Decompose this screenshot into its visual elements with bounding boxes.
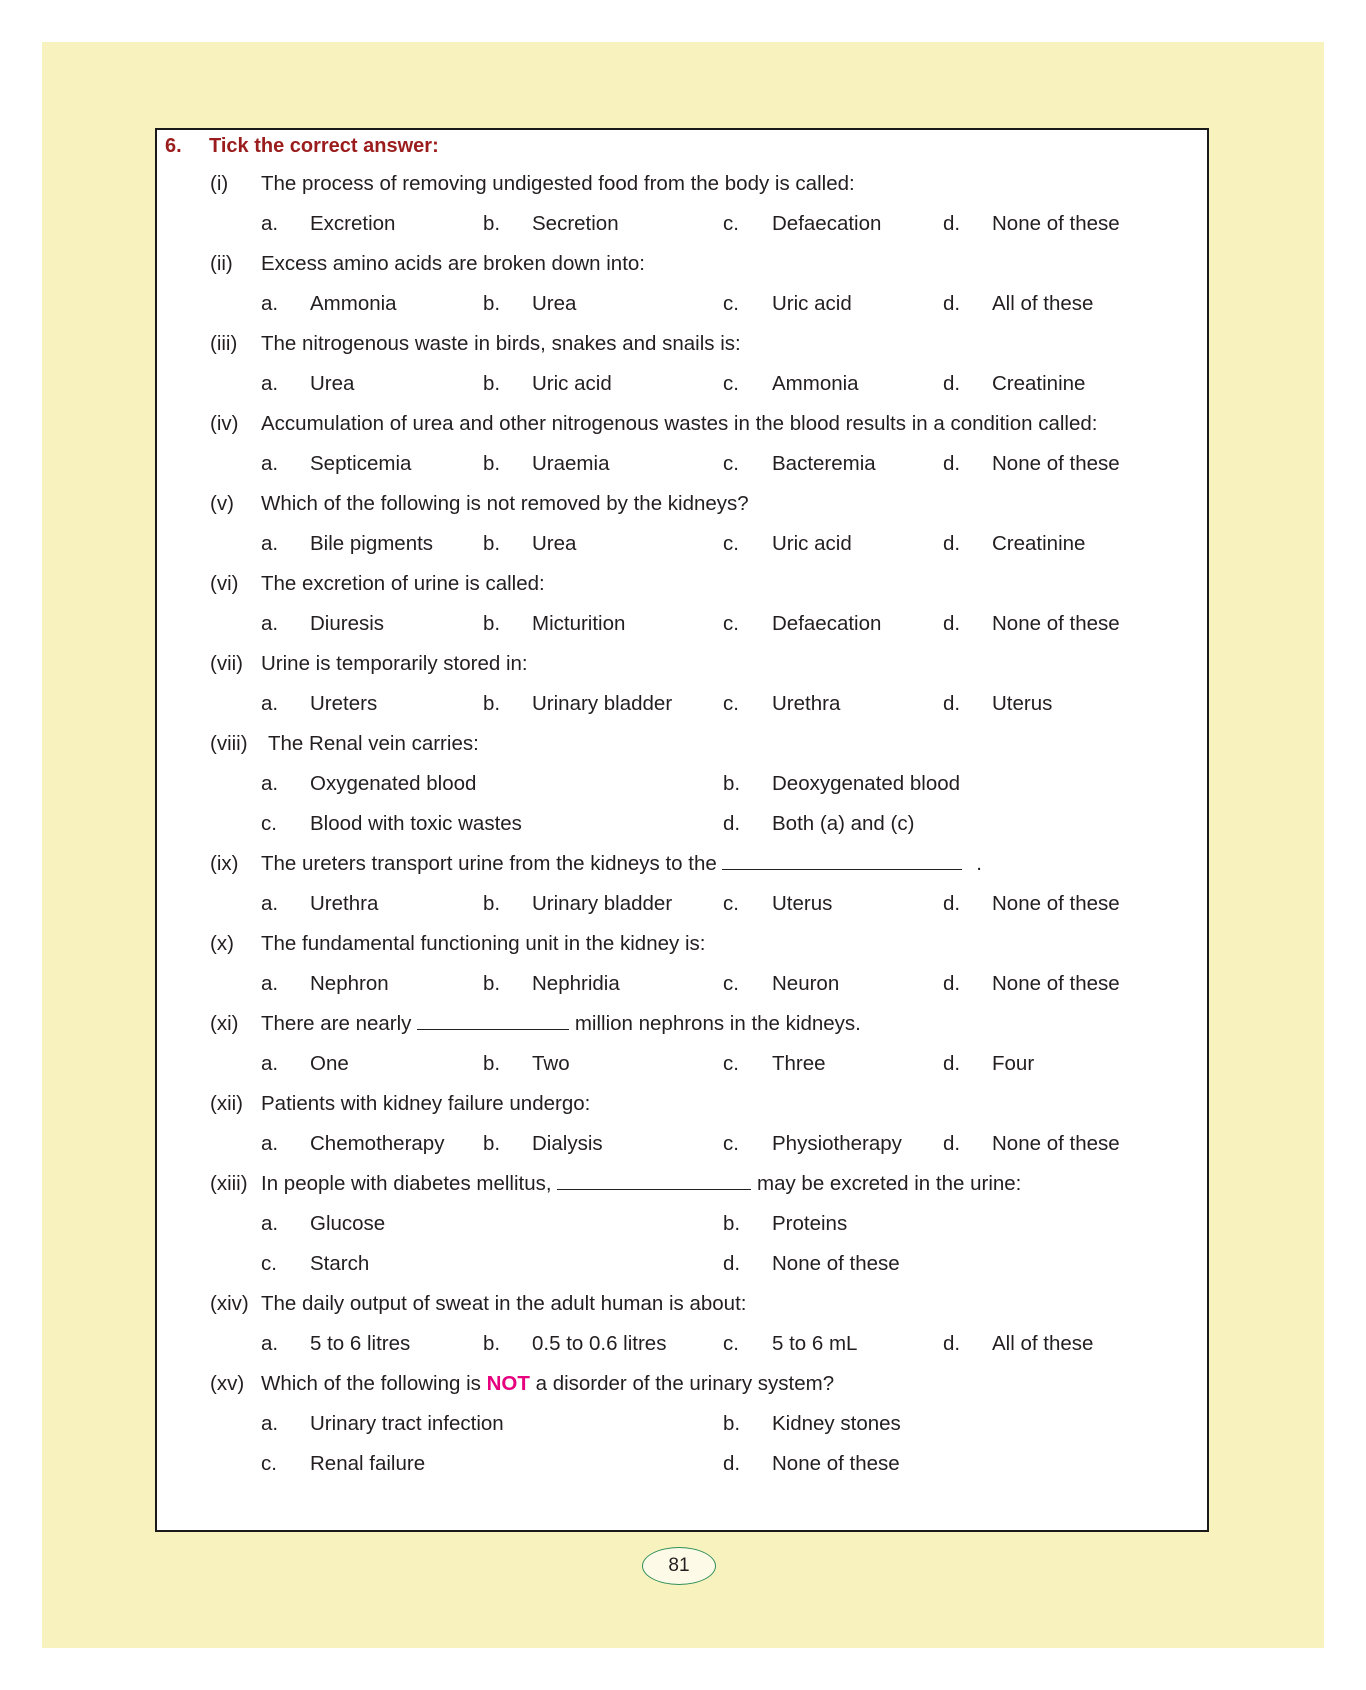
option-label: b. bbox=[723, 1412, 741, 1435]
option-text[interactable]: Urea bbox=[532, 532, 577, 555]
option-text[interactable]: Proteins bbox=[772, 1212, 848, 1235]
option-text[interactable]: Uric acid bbox=[772, 532, 852, 555]
question-text-before: Which of the following is bbox=[261, 1372, 481, 1395]
question-number: (xv) bbox=[210, 1372, 245, 1395]
option-text[interactable]: Urinary bladder bbox=[532, 692, 673, 715]
option-label: a. bbox=[261, 372, 279, 395]
option-label: c. bbox=[723, 532, 739, 555]
option-text[interactable]: Dialysis bbox=[532, 1132, 603, 1155]
option-text[interactable]: All of these bbox=[992, 1332, 1094, 1355]
option-text[interactable]: Four bbox=[992, 1052, 1035, 1075]
option-text[interactable]: Ammonia bbox=[310, 292, 397, 315]
option-label: a. bbox=[261, 532, 279, 555]
option-text[interactable]: Physiotherapy bbox=[772, 1132, 902, 1155]
answer-blank[interactable] bbox=[722, 851, 962, 870]
option-label: a. bbox=[261, 1052, 279, 1075]
option-text[interactable]: Starch bbox=[310, 1252, 370, 1275]
option-label: c. bbox=[723, 452, 739, 475]
option-label: c. bbox=[723, 1052, 739, 1075]
question-text-before: The ureters transport urine from the kidneys to the bbox=[261, 852, 717, 875]
option-text[interactable]: Urinary bladder bbox=[532, 892, 673, 915]
option-text[interactable]: 0.5 to 0.6 litres bbox=[532, 1332, 667, 1355]
option-text[interactable]: None of these bbox=[992, 612, 1120, 635]
option-label: b. bbox=[483, 1052, 501, 1075]
option-label: d. bbox=[943, 532, 961, 555]
option-text[interactable]: Kidney stones bbox=[772, 1412, 901, 1435]
option-label: c. bbox=[723, 292, 739, 315]
option-text[interactable]: None of these bbox=[992, 1132, 1120, 1155]
question-text-after: . bbox=[976, 852, 982, 875]
option-text[interactable]: Neuron bbox=[772, 972, 840, 995]
option-label: c. bbox=[723, 372, 739, 395]
option-label: c. bbox=[723, 1132, 739, 1155]
option-label: d. bbox=[723, 1252, 741, 1275]
question-number: (v) bbox=[210, 492, 234, 515]
option-text[interactable]: Uraemia bbox=[532, 452, 610, 475]
page-number: 81 bbox=[642, 1547, 716, 1585]
option-text[interactable]: Bacteremia bbox=[772, 452, 876, 475]
option-text[interactable]: Renal failure bbox=[310, 1452, 426, 1475]
question-text: The fundamental functioning unit in the kidney is: bbox=[261, 932, 706, 955]
option-text[interactable]: Urethra bbox=[772, 692, 841, 715]
option-label: d. bbox=[943, 1052, 961, 1075]
option-text[interactable]: 5 to 6 mL bbox=[772, 1332, 858, 1355]
option-label: a. bbox=[261, 1132, 279, 1155]
option-label: c. bbox=[723, 212, 739, 235]
option-label: b. bbox=[483, 612, 501, 635]
option-label: c. bbox=[261, 812, 277, 835]
option-label: d. bbox=[723, 1452, 741, 1475]
option-text[interactable]: Defaecation bbox=[772, 612, 882, 635]
option-label: c. bbox=[723, 1332, 739, 1355]
option-label: c. bbox=[261, 1452, 277, 1475]
question-emphasis: NOT bbox=[486, 1372, 530, 1395]
option-label: b. bbox=[483, 892, 501, 915]
section-heading bbox=[165, 135, 439, 158]
option-text[interactable]: Blood with toxic wastes bbox=[310, 812, 522, 835]
option-label: c. bbox=[723, 612, 739, 635]
option-text[interactable]: Defaecation bbox=[772, 212, 882, 235]
option-label: d. bbox=[943, 1132, 961, 1155]
option-label: a. bbox=[261, 772, 279, 795]
option-label: d. bbox=[943, 452, 961, 475]
option-label: a. bbox=[261, 292, 279, 315]
option-label: b. bbox=[483, 452, 501, 475]
option-label: d. bbox=[943, 212, 961, 235]
option-text[interactable]: None of these bbox=[992, 212, 1120, 235]
option-label: c. bbox=[723, 892, 739, 915]
question-text-after: million nephrons in the kidneys. bbox=[574, 1012, 861, 1035]
option-text[interactable]: Micturition bbox=[532, 612, 626, 635]
option-text[interactable]: One bbox=[310, 1052, 349, 1075]
option-text[interactable]: Two bbox=[532, 1052, 570, 1075]
option-label: d. bbox=[943, 972, 961, 995]
question-text: The process of removing undigested food from the body is called: bbox=[261, 172, 855, 195]
question-number: (xi) bbox=[210, 1012, 239, 1035]
question-text: The Renal vein carries: bbox=[268, 732, 479, 755]
option-text[interactable]: Excretion bbox=[310, 212, 396, 235]
option-text[interactable]: Uterus bbox=[772, 892, 833, 915]
question-text: The daily output of sweat in the adult human is about: bbox=[261, 1292, 747, 1315]
question-text-before: There are nearly bbox=[261, 1012, 412, 1035]
option-text[interactable]: Ureters bbox=[310, 692, 378, 715]
option-label: a. bbox=[261, 452, 279, 475]
option-label: a. bbox=[261, 892, 279, 915]
option-label: d. bbox=[723, 812, 741, 835]
question-text: The nitrogenous waste in birds, snakes and snails is: bbox=[261, 332, 741, 355]
question-number: (iii) bbox=[210, 332, 238, 355]
option-label: b. bbox=[483, 972, 501, 995]
question-text: Which of the following is not removed by the kidneys? bbox=[261, 492, 749, 515]
option-label: b. bbox=[483, 532, 501, 555]
question-text: Excess amino acids are broken down into: bbox=[261, 252, 646, 275]
option-text[interactable]: Diuresis bbox=[310, 612, 385, 635]
option-text[interactable]: Uterus bbox=[992, 692, 1053, 715]
option-label: a. bbox=[261, 1332, 279, 1355]
option-text[interactable]: None of these bbox=[992, 452, 1120, 475]
question-number: (i) bbox=[210, 172, 229, 195]
question-number: (x) bbox=[210, 932, 234, 955]
option-label: a. bbox=[261, 612, 279, 635]
question-text: Patients with kidney failure undergo: bbox=[261, 1092, 591, 1115]
option-label: d. bbox=[943, 612, 961, 635]
question-text bbox=[261, 1371, 834, 1397]
option-label: c. bbox=[723, 972, 739, 995]
option-text[interactable]: Oxygenated blood bbox=[310, 772, 477, 795]
option-label: a. bbox=[261, 1212, 279, 1235]
option-text[interactable]: Deoxygenated blood bbox=[772, 772, 961, 795]
question-text bbox=[261, 1011, 861, 1037]
option-label: b. bbox=[483, 1132, 501, 1155]
section-number: 6. bbox=[165, 135, 182, 157]
option-text[interactable]: None of these bbox=[772, 1452, 900, 1475]
option-text[interactable]: All of these bbox=[992, 292, 1094, 315]
option-text[interactable]: Secretion bbox=[532, 212, 619, 235]
option-text[interactable]: Septicemia bbox=[310, 452, 412, 475]
option-text[interactable]: Urethra bbox=[310, 892, 379, 915]
option-label: d. bbox=[943, 692, 961, 715]
option-label: a. bbox=[261, 1412, 279, 1435]
option-label: c. bbox=[261, 1252, 277, 1275]
option-label: d. bbox=[943, 1332, 961, 1355]
option-label: b. bbox=[483, 1332, 501, 1355]
question-text-before: In people with diabetes mellitus, bbox=[261, 1172, 552, 1195]
option-label: a. bbox=[261, 692, 279, 715]
option-text[interactable]: Creatinine bbox=[992, 532, 1086, 555]
option-label: a. bbox=[261, 212, 279, 235]
option-text[interactable]: Creatinine bbox=[992, 372, 1086, 395]
question-number: (iv) bbox=[210, 412, 239, 435]
option-label: b. bbox=[723, 772, 741, 795]
question-text-after: may be excreted in the urine: bbox=[757, 1172, 1022, 1195]
option-text[interactable]: None of these bbox=[992, 892, 1120, 915]
question-number: (ii) bbox=[210, 252, 233, 275]
option-text[interactable]: Uric acid bbox=[772, 292, 852, 315]
question-text bbox=[261, 1171, 1021, 1197]
option-text[interactable]: Both (a) and (c) bbox=[772, 812, 915, 835]
option-text[interactable]: 5 to 6 litres bbox=[310, 1332, 411, 1355]
option-text[interactable]: Glucose bbox=[310, 1212, 386, 1235]
option-label: b. bbox=[483, 692, 501, 715]
option-text[interactable]: None of these bbox=[772, 1252, 900, 1275]
question-text-after: a disorder of the urinary system? bbox=[535, 1372, 835, 1395]
answer-blank[interactable] bbox=[557, 1171, 751, 1190]
question-text: Accumulation of urea and other nitrogenous wastes in the blood results in a condition called: bbox=[261, 412, 1098, 435]
answer-blank[interactable] bbox=[417, 1011, 569, 1030]
option-label: b. bbox=[483, 292, 501, 315]
question-number: (vii) bbox=[210, 652, 244, 675]
option-text[interactable]: Chemotherapy bbox=[310, 1132, 445, 1155]
option-text[interactable]: Urea bbox=[310, 372, 355, 395]
question-number: (vi) bbox=[210, 572, 239, 595]
question-text: Urine is temporarily stored in: bbox=[261, 652, 528, 675]
option-label: b. bbox=[723, 1212, 741, 1235]
question-text bbox=[261, 851, 982, 877]
option-label: d. bbox=[943, 292, 961, 315]
option-text[interactable]: None of these bbox=[992, 972, 1120, 995]
section-title: Tick the correct answer: bbox=[209, 135, 439, 157]
option-label: d. bbox=[943, 372, 961, 395]
option-label: b. bbox=[483, 372, 501, 395]
question-number: (xii) bbox=[210, 1092, 244, 1115]
question-number: (viii) bbox=[210, 732, 248, 755]
question-number: (xiv) bbox=[210, 1292, 249, 1315]
option-text[interactable]: Urinary tract infection bbox=[310, 1412, 504, 1435]
question-number: (xiii) bbox=[210, 1172, 248, 1195]
option-label: b. bbox=[483, 212, 501, 235]
question-number: (ix) bbox=[210, 852, 239, 875]
option-text[interactable]: Urea bbox=[532, 292, 577, 315]
option-text[interactable]: Three bbox=[772, 1052, 826, 1075]
question-text: The excretion of urine is called: bbox=[261, 572, 545, 595]
option-label: d. bbox=[943, 892, 961, 915]
option-text[interactable]: Ammonia bbox=[772, 372, 859, 395]
option-label: a. bbox=[261, 972, 279, 995]
option-text[interactable]: Uric acid bbox=[532, 372, 612, 395]
option-label: c. bbox=[723, 692, 739, 715]
option-text[interactable]: Nephridia bbox=[532, 972, 620, 995]
option-text[interactable]: Nephron bbox=[310, 972, 389, 995]
option-text[interactable]: Bile pigments bbox=[310, 532, 434, 555]
